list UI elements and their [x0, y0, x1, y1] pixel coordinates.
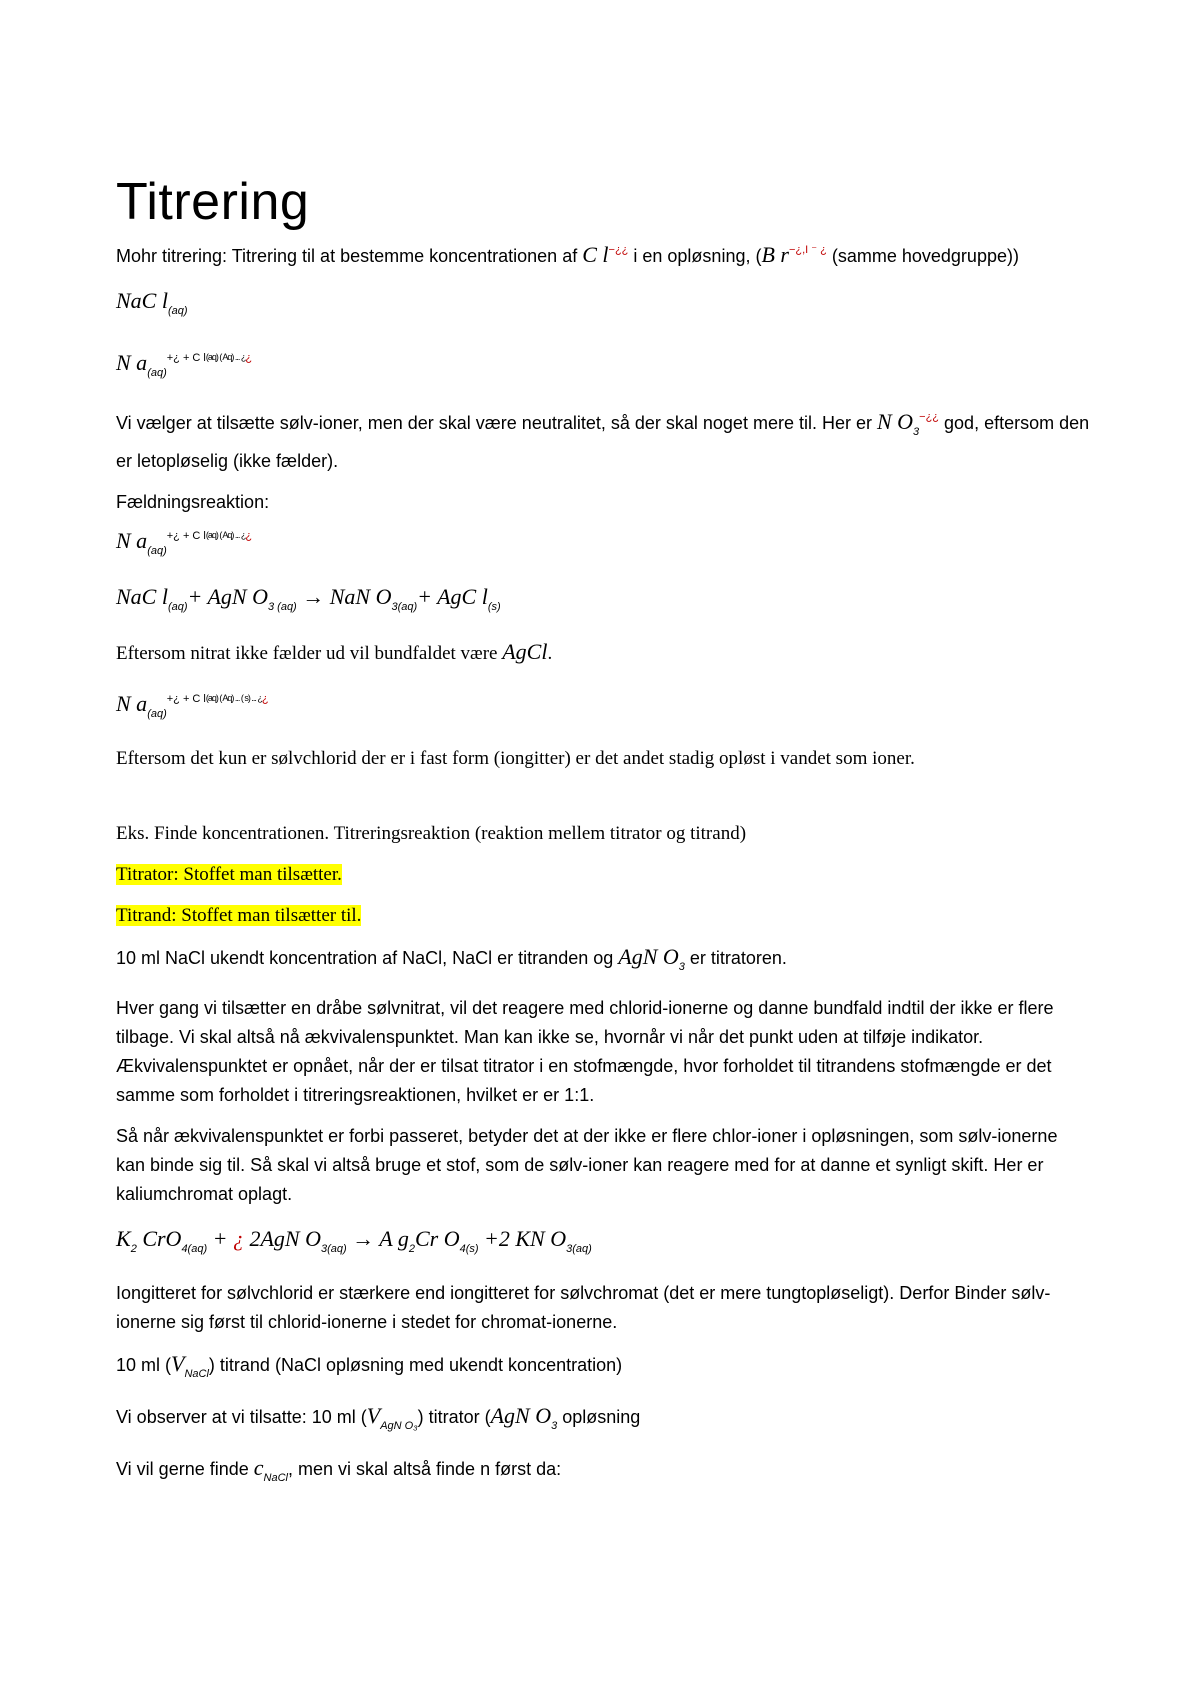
- equation-dissociation-1: N $a_{(aq)}^{+¿ + C l(aq) ( Aq) ... ¿¿}$: [116, 350, 253, 379]
- page-title: Titrering: [116, 173, 310, 231]
- drop-paragraph: Hver gang vi tilsætter en dråbe sølvnitrat, vil det reagere med chlorid-ionerne og danne bundfald indtil der ikke er flere tilbage. Vi skal altså nå ækvivalenspunktet. Man kan ikke se, hvornår vi når det punkt uden at tilføje indikator. Ækvivalenspunktet er opnået, når der er tilsat titrator i en stofmængde, hvor forholdet til titrandens stofmængde er det samme som forholdet i titreringsreaktionen, hvilket er er 1:1.: [116, 998, 1054, 1105]
- titrator-definition: Titrator: Stoffet man tilsætter.: [116, 864, 342, 885]
- equation-dissociation-3: N $a_{(aq)}^{+¿ + C l(aq) ( Aq) ... ( s) ... ¿¿}$: [116, 691, 269, 720]
- solid-sentence: Eftersom det kun er sølvchlorid der er i fast form (iongitter) er det andet stadig opløst i vandet som ioner.: [116, 748, 915, 769]
- observe-line: Vi observer at vi tilsatte: 10 ml $(V_{AgN O_3})$ titrator (AgN $O_3$ opløsning: [116, 1403, 641, 1432]
- precipitation-label: Fældningsreaktion:: [116, 492, 270, 512]
- silver-paragraph: Vi vælger at tilsætte sølv-ioner, men der skal være neutralitet, så der skal noget mere til. Her er N $O_3^{-¿¿}$ god, eftersom den er letopløselig (ikke fælder).: [116, 409, 1090, 471]
- example-line: Eks. Finde koncentrationen. Titreringsreaktion (reaktion mellem titrator og titrand): [116, 823, 747, 844]
- equation-nacl: NaC $l_{(aq)}$: [116, 288, 188, 317]
- iongitter-paragraph: Iongitteret for sølvchlorid er stærkere end iongitteret for sølvchromat (det er mere tungtopløseligt). Derfor Binder sølv-ionerne sig først til chlorid-ionerne i stedet for chromat-ionerne.: [116, 1283, 1051, 1332]
- chromate-paragraph: Så når ækvivalenspunktet er forbi passeret, betyder det at der ikke er flere chlor-ioner i opløsningen, som sølv-ionerne kan binde sig til. Så skal vi altså bruge et stof, som de sølv-ioner kan reagere med for at danne et synligt skift. Her er kaliumchromat oplagt.: [116, 1126, 1058, 1204]
- intro-paragraph: Mohr titrering: Titrering til at bestemme koncentrationen af C l−¿¿ i en opløsning, (B $r^{-¿,I ^- ¿}$ (samme hovedgruppe)): [116, 242, 1019, 267]
- document-body: [116, 172, 1091, 1505]
- find-line: Vi vil gerne finde $c_{NaCl}$, men vi skal altså finde n først da:: [116, 1455, 562, 1484]
- titrand-volume-line: 10 ml $(V_{NaCl})$ titrand (NaCl opløsning med ukendt koncentration): [116, 1351, 623, 1380]
- titrand-definition: Titrand: Stoffet man tilsætter til.: [116, 905, 362, 926]
- equation-chromate: $K_2$ CrO$_{4(aq)}$ + ¿ 2AgN $O_{3(aq)} \to A$ $g_2Cr$ $O_{4(s)} +2$ KN $O_{3(aq)}$: [116, 1226, 592, 1255]
- nitrate-sentence: Eftersom nitrat ikke fælder ud vil bundfaldet være AgCl.: [116, 639, 553, 664]
- volume-line: 10 ml NaCl ukendt koncentration af NaCl, NaCl er titranden og AgN $O_3$ er titratoren.: [116, 944, 787, 973]
- equation-precipitation: NaC $l_{(aq)}+$ AgN $O_{3 (aq)}$ → NaN $O_{3(aq)}+$ AgC $l_{(s)}$: [116, 584, 501, 613]
- equation-dissociation-2: N $a_{(aq)}^{+¿ + C l(aq) ( Aq) ... ¿¿}$: [116, 528, 253, 557]
